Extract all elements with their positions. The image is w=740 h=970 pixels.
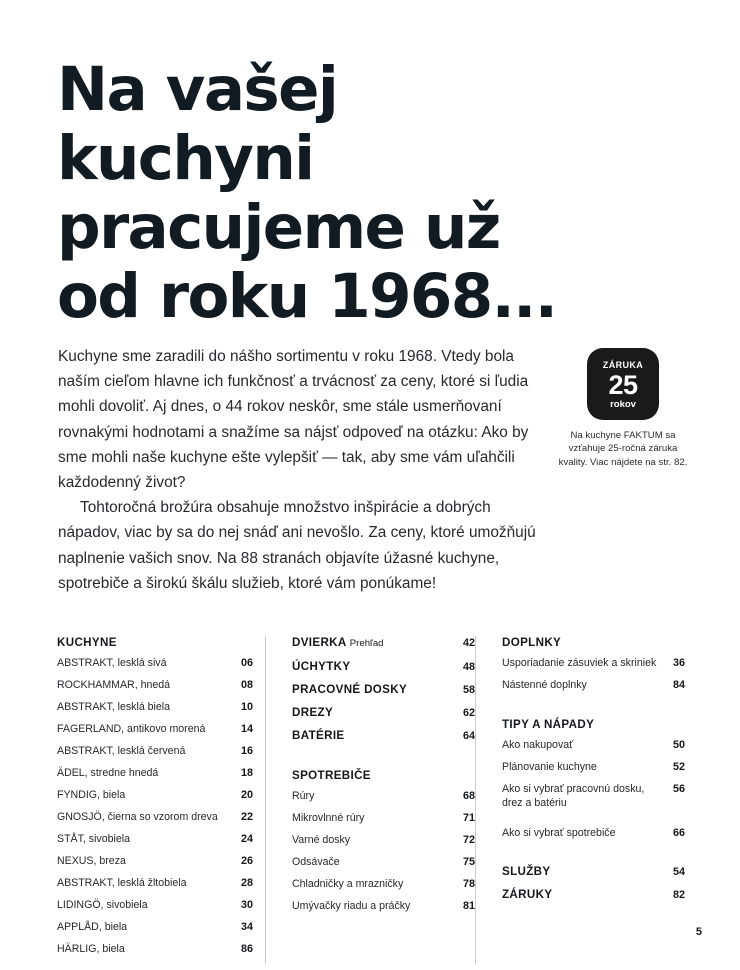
toc-row[interactable]	[502, 865, 685, 879]
toc-label: ÚCHYTKY	[292, 660, 351, 673]
toc-label: Ako nakupovať	[502, 739, 574, 751]
toc-label: Mikrovlnné rúry	[292, 812, 365, 824]
toc-heading-kuchyne: KUCHYNE	[57, 636, 117, 649]
toc-row[interactable]	[57, 876, 253, 890]
toc-row[interactable]	[502, 782, 685, 810]
toc-label: NEXUS, breza	[57, 855, 126, 867]
toc-label: STÅT, sivobiela	[57, 833, 131, 845]
toc-row[interactable]	[292, 789, 475, 803]
warranty-block	[555, 348, 691, 469]
toc-label: ÄDEL, stredne hnedá	[57, 767, 159, 779]
toc-page: 86	[240, 943, 253, 955]
toc-label: Varné dosky	[292, 834, 351, 846]
toc-page: 34	[240, 921, 253, 933]
toc-row[interactable]	[292, 729, 475, 743]
toc-page: 52	[672, 761, 685, 773]
toc-row[interactable]	[292, 706, 475, 720]
toc-page: 50	[672, 739, 685, 751]
toc-page: 26	[240, 855, 253, 867]
toc-page: 20	[240, 789, 253, 801]
toc-row[interactable]	[57, 920, 253, 934]
toc-page: 18	[240, 767, 253, 779]
toc-row[interactable]	[57, 854, 253, 868]
toc-page: 30	[240, 899, 253, 911]
toc-row[interactable]	[502, 888, 685, 902]
toc-page: 58	[462, 684, 475, 696]
intro-text	[58, 344, 538, 596]
toc-label-main: DVIERKA	[292, 636, 347, 649]
toc-row[interactable]	[502, 738, 685, 752]
toc-page: 82	[672, 889, 685, 901]
page-title	[57, 55, 677, 331]
warranty-caption: Na kuchyne FAKTUM sa vzťahuje 25-ročná záruka kvality. Viac nájdete na str. 82.	[558, 430, 688, 468]
warranty-badge-title: ZÁRUKA	[602, 360, 644, 370]
toc-column-dvierka-spotrebice	[265, 636, 475, 964]
toc-label: ROCKHAMMAR, hnedá	[57, 679, 171, 691]
toc-label: ABSTRAKT, lesklá červená	[57, 745, 186, 757]
toc-label: ABSTRAKT, lesklá sivá	[57, 657, 167, 669]
warranty-badge-years: 25	[608, 370, 638, 400]
toc-page: 66	[672, 827, 685, 839]
toc-heading-spotrebice: SPOTREBIČE	[292, 769, 371, 782]
warranty-badge-unit: rokov	[610, 399, 636, 410]
toc-row[interactable]	[57, 656, 253, 670]
toc-page: 28	[240, 877, 253, 889]
toc-label: FAGERLAND, antikovo morená	[57, 723, 206, 735]
toc-page: 62	[462, 707, 475, 719]
intro-paragraph-1: Kuchyne sme zaradili do nášho sortimentu v roku 1968. Vtedy bola naším cieľom hlavne ich funkčnosť a trvácnosť za ceny, ktoré si ľudia mohli dovoliť. Aj dnes, o 44 rokov neskôr, sme stále usmerňovaní rovnakými hodnotami a snažíme sa nájsť odpoveď na otázku: Ako by sme mohli naše kuchyne ešte vylepšiť — tak, aby sme vám uľahčili každodenný život?	[58, 348, 529, 492]
headline-line-3: pracujeme už	[57, 192, 500, 263]
headline-line-2: kuchyni	[57, 123, 314, 194]
toc-row[interactable]	[57, 898, 253, 912]
toc-row[interactable]	[57, 832, 253, 846]
toc-label	[292, 636, 457, 651]
toc-row[interactable]	[57, 744, 253, 758]
toc-column-doplnky-tipy	[475, 636, 685, 964]
toc-label: DREZY	[292, 706, 334, 719]
toc-page: 42	[462, 637, 475, 649]
toc-page: 72	[462, 834, 475, 846]
toc-row[interactable]	[502, 678, 685, 692]
toc-label: Plánovanie kuchyne	[502, 761, 597, 773]
toc-label: Umývačky riadu a práčky	[292, 900, 411, 912]
toc-label: LIDINGÖ, sivobiela	[57, 899, 148, 911]
toc-row[interactable]	[57, 722, 253, 736]
toc-page: 75	[462, 856, 475, 868]
toc-label-sub: Prehľad	[349, 638, 384, 649]
toc-row[interactable]	[57, 788, 253, 802]
headline-line-1: Na vašej	[57, 54, 338, 125]
toc-page: 16	[240, 745, 253, 757]
toc-row[interactable]	[292, 899, 475, 913]
toc-row[interactable]	[292, 660, 475, 674]
toc-label: Rúry	[292, 790, 315, 802]
toc-page: 68	[462, 790, 475, 802]
toc-page: 56	[672, 783, 685, 795]
toc-label: FYNDIG, biela	[57, 789, 126, 801]
toc-page: 06	[240, 657, 253, 669]
table-of-contents	[57, 636, 685, 964]
toc-row[interactable]	[502, 656, 685, 670]
toc-label: PRACOVNÉ DOSKY	[292, 683, 408, 696]
toc-row[interactable]	[292, 811, 475, 825]
toc-label: HÄRLIG, biela	[57, 943, 125, 955]
headline-line-4: od roku 1968...	[57, 261, 557, 332]
toc-page: 36	[672, 657, 685, 669]
toc-page: 24	[240, 833, 253, 845]
toc-label: Nástenné doplnky	[502, 679, 587, 691]
toc-row[interactable]	[292, 855, 475, 869]
toc-heading-doplnky: DOPLNKY	[502, 636, 562, 649]
toc-page: 84	[672, 679, 685, 691]
toc-label: GNOSJÖ, čierna so vzorom dreva	[57, 811, 218, 823]
toc-row[interactable]	[57, 766, 253, 780]
toc-page: 22	[240, 811, 253, 823]
toc-label: ABSTRAKT, lesklá žltobiela	[57, 877, 187, 889]
warranty-badge	[587, 348, 659, 420]
toc-page: 10	[240, 701, 253, 713]
toc-row[interactable]	[57, 810, 253, 824]
toc-page: 08	[240, 679, 253, 691]
toc-label: Ako si vybrať pracovnú dosku, drez a batériu	[502, 783, 645, 809]
toc-row[interactable]	[57, 678, 253, 692]
toc-row[interactable]	[292, 683, 475, 697]
intro-paragraph-2: Tohtoročná brožúra obsahuje množstvo inšpirácie a dobrých nápadov, viac by sa do nej snáď ani nevošlo. Za ceny, ktoré umožňujú naplnenie vašich snov. Na 88 stranách objavíte úžasné kuchyne, spotrebiče a širokú škálu služieb, ktoré vám ponúkame!	[58, 499, 536, 592]
toc-page: 14	[240, 723, 253, 735]
toc-label: Ako si vybrať spotrebiče	[502, 827, 616, 839]
toc-label: APPLÅD, biela	[57, 921, 128, 933]
toc-label: BATÉRIE	[292, 729, 345, 742]
toc-row[interactable]	[502, 826, 685, 840]
toc-heading-tipy-a-napady: TIPY A NÁPADY	[502, 718, 595, 731]
toc-page: 78	[462, 878, 475, 890]
toc-page: 54	[672, 866, 685, 878]
toc-label: Usporiadanie zásuviek a skriniek	[502, 657, 657, 669]
toc-page: 81	[462, 900, 475, 912]
toc-label: Chladničky a mrazničky	[292, 878, 404, 890]
toc-column-kuchyne	[57, 636, 265, 964]
toc-label: SLUŽBY	[502, 865, 551, 878]
toc-row[interactable]	[57, 700, 253, 714]
toc-row[interactable]	[57, 942, 253, 956]
toc-label: ZÁRUKY	[502, 888, 553, 901]
toc-page: 71	[462, 812, 475, 824]
toc-row[interactable]	[292, 877, 475, 891]
page-number: 5	[695, 926, 702, 938]
toc-page: 64	[462, 730, 475, 742]
toc-label: ABSTRAKT, lesklá biela	[57, 701, 171, 713]
toc-row[interactable]	[292, 636, 475, 651]
toc-page: 48	[462, 661, 475, 673]
toc-row[interactable]	[292, 833, 475, 847]
toc-label: Odsávače	[292, 856, 340, 868]
toc-row[interactable]	[502, 760, 685, 774]
